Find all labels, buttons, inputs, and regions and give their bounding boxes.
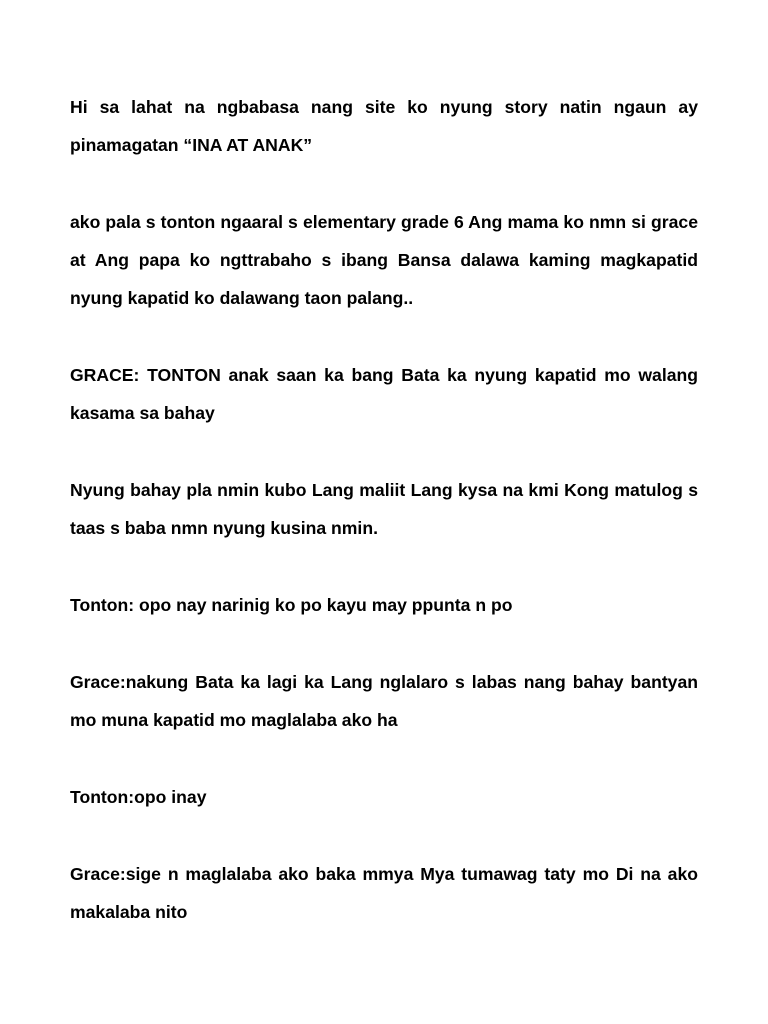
document-body xyxy=(70,88,698,970)
dialogue-paragraph: Grace:nakung Bata ka lagi ka Lang nglalaro s labas nang bahay bantyan mo muna kapatid mo maglalaba ako ha xyxy=(70,672,698,730)
narration-paragraph: Nyung bahay pla nmin kubo Lang maliit Lang kysa na kmi Kong matulog s taas s baba nmn nyung kusina nmin. xyxy=(70,480,698,538)
dialogue-paragraph: GRACE: TONTON anak saan ka bang Bata ka nyung kapatid mo walang kasama sa bahay xyxy=(70,365,698,423)
dialogue-paragraph: Tonton: opo nay narinig ko po kayu may ppunta n po xyxy=(70,595,513,615)
dialogue-paragraph: Tonton:opo inay xyxy=(70,787,207,807)
narrator-paragraph: ako pala s tonton ngaaral s elementary grade 6 Ang mama ko nmn si grace at Ang papa ko ngttrabaho s ibang Bansa dalawa kaming magkapatid nyung kapatid ko dalawang taon palang.. xyxy=(70,212,698,308)
intro-paragraph: Hi sa lahat na ngbabasa nang site ko nyung story natin ngaun ay pinamagatan “INA AT ANAK” xyxy=(70,97,698,155)
dialogue-paragraph: Grace:sige n maglalaba ako baka mmya Mya tumawag taty mo Di na ako makalaba nito xyxy=(70,864,698,922)
